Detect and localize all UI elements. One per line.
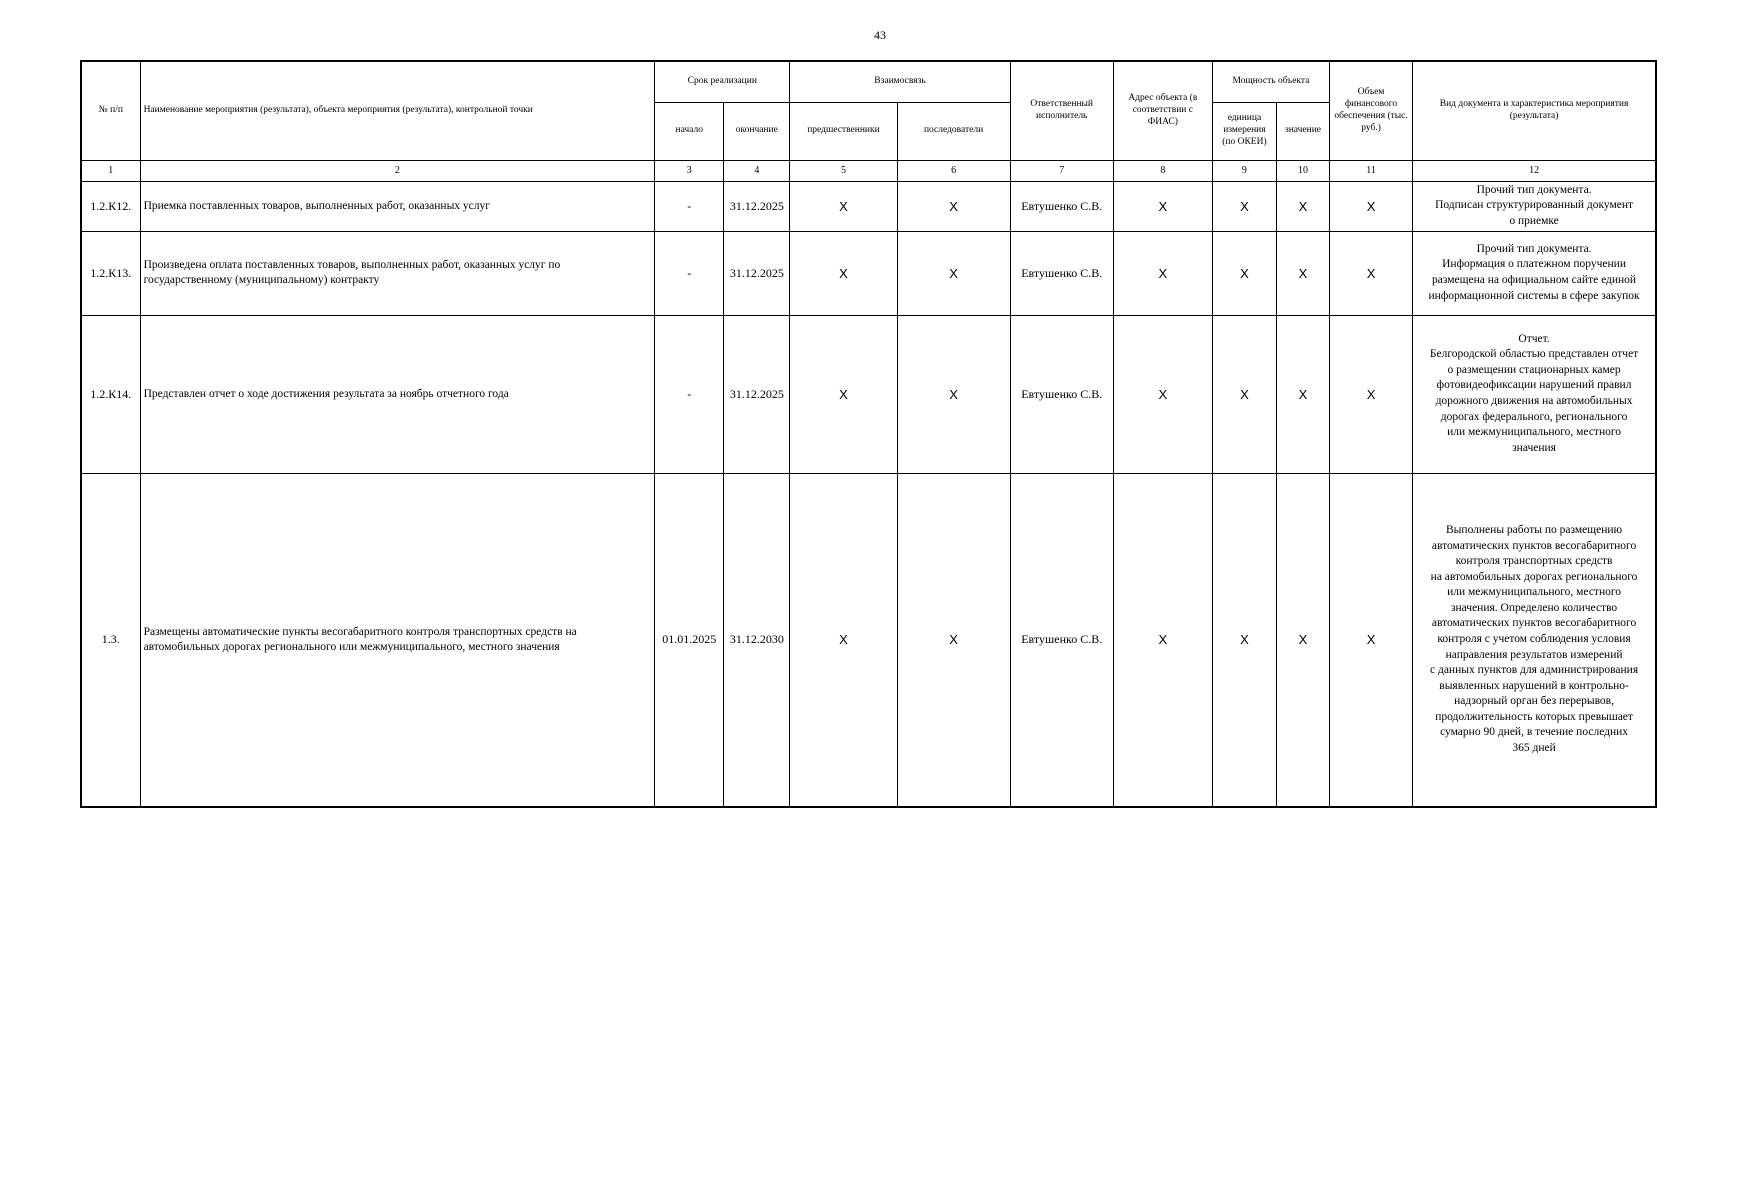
column-number: 11	[1330, 160, 1413, 181]
row-end: 31.12.2025	[724, 315, 790, 473]
column-number: 2	[140, 160, 655, 181]
column-number: 12	[1413, 160, 1656, 181]
header-relation-prev: предшественники	[790, 102, 897, 160]
description-line: размещена на официальном сайте единой	[1432, 274, 1637, 286]
page-number: 43	[874, 28, 886, 42]
row-next: X	[897, 315, 1010, 473]
column-number-row	[81, 160, 1656, 181]
description-line: Информация о платежном поручении	[1442, 258, 1626, 271]
row-num: 1.2.К13.	[81, 231, 140, 315]
row-value: X	[1276, 473, 1329, 807]
header-name: Наименование мероприятия (результата), объекта мероприятия (результата), контрольной точки	[140, 61, 655, 160]
description-line: о размещении стационарных камер	[1447, 363, 1621, 376]
description-line: дорожного движения на автомобильных	[1435, 395, 1633, 407]
description-line: Выполнены работы по размещению	[1446, 524, 1623, 537]
header-address: Адрес объекта (в соответствии с ФИАС)	[1113, 61, 1212, 160]
row-unit: X	[1212, 231, 1276, 315]
row-end: 31.12.2030	[724, 473, 790, 807]
row-responsible: Евтушенко С.В.	[1010, 473, 1113, 807]
row-next: X	[897, 473, 1010, 807]
row-name: Размещены автоматические пункты весогабаритного контроля транспортных средств на автомобильных дорогах регионального или межмуниципального, местного значения	[140, 473, 655, 807]
description-line: информационной системы в сфере закупок	[1428, 289, 1640, 302]
row-responsible: Евтушенко С.В.	[1010, 181, 1113, 231]
description-line: Прочий тип документа.	[1476, 242, 1592, 255]
row-funding: X	[1330, 231, 1413, 315]
description-line: автоматических пунктов весогабаритного	[1431, 539, 1637, 552]
description-line: продолжительность которых превышает	[1435, 710, 1633, 723]
header-row-1	[81, 61, 1656, 102]
description-line: выявленных нарушений в контрольно-	[1439, 679, 1629, 692]
row-prev: X	[790, 231, 897, 315]
row-value: X	[1276, 315, 1329, 473]
column-number: 1	[81, 160, 140, 181]
header-period-start: начало	[655, 102, 724, 160]
row-name: Представлен отчет о ходе достижения результата за ноябрь отчетного года	[140, 315, 655, 473]
column-number: 3	[655, 160, 724, 181]
row-funding: X	[1330, 181, 1413, 231]
description-line: фотовидеофиксации нарушений правил	[1436, 379, 1632, 392]
row-description	[1413, 181, 1656, 231]
row-address: X	[1113, 473, 1212, 807]
row-description	[1413, 315, 1656, 473]
description-line: дорогах федерального, регионального	[1440, 410, 1628, 423]
header-relation: Взаимосвязь	[790, 61, 1010, 102]
description-line: сумарно 90 дней, в течение последних	[1440, 726, 1629, 739]
table-row	[81, 231, 1656, 315]
column-number: 5	[790, 160, 897, 181]
description-line: о приемке	[1509, 214, 1559, 227]
description-line: 365 дней	[1512, 741, 1556, 754]
column-number: 4	[724, 160, 790, 181]
header-capacity: Мощность объекта	[1212, 61, 1329, 102]
row-address: X	[1113, 231, 1212, 315]
row-address: X	[1113, 181, 1212, 231]
column-number: 8	[1113, 160, 1212, 181]
row-start: 01.01.2025	[655, 473, 724, 807]
column-number: 7	[1010, 160, 1113, 181]
header-period-end: окончание	[724, 102, 790, 160]
table-row	[81, 181, 1656, 231]
description-line: Прочий тип документа.	[1476, 183, 1592, 196]
row-prev: X	[790, 315, 897, 473]
row-start: -	[655, 315, 724, 473]
row-description	[1413, 473, 1656, 807]
header-period: Срок реализации	[655, 61, 790, 102]
row-unit: X	[1212, 315, 1276, 473]
row-value: X	[1276, 181, 1329, 231]
row-num: 1.3.	[81, 473, 140, 807]
row-num: 1.2.К14.	[81, 315, 140, 473]
table-row	[81, 473, 1656, 807]
description-line: автоматических пунктов весогабаритного	[1431, 617, 1637, 630]
header-doc-type: Вид документа и характеристика мероприятия (результата)	[1413, 61, 1656, 160]
row-prev: X	[790, 473, 897, 807]
row-end: 31.12.2025	[724, 181, 790, 231]
header-responsible: Ответственный исполнитель	[1010, 61, 1113, 160]
description-line: или межмуниципального, местного	[1447, 426, 1622, 439]
activity-plan-table	[80, 60, 1657, 808]
row-prev: X	[790, 181, 897, 231]
description-line: на автомобильных дорогах регионального	[1430, 570, 1638, 583]
table-row	[81, 315, 1656, 473]
description-line: Подписан структурированный документ	[1435, 199, 1634, 212]
row-start: -	[655, 181, 724, 231]
description-line: направления результатов измерений	[1445, 648, 1623, 661]
column-number: 6	[897, 160, 1010, 181]
description-line: или межмуниципального, местного	[1447, 586, 1622, 599]
description-line: надзорный орган без перерывов,	[1454, 695, 1614, 708]
header-relation-next: последователи	[897, 102, 1010, 160]
row-next: X	[897, 181, 1010, 231]
row-next: X	[897, 231, 1010, 315]
row-responsible: Евтушенко С.В.	[1010, 231, 1113, 315]
row-responsible: Евтушенко С.В.	[1010, 315, 1113, 473]
row-funding: X	[1330, 473, 1413, 807]
row-name: Приемка поставленных товаров, выполненных работ, оказанных услуг	[140, 181, 655, 231]
description-line: Белгородской областью представлен отчет	[1429, 348, 1639, 361]
description-line: с данных пунктов для администрирования	[1430, 664, 1639, 677]
row-unit: X	[1212, 473, 1276, 807]
header-num: № п/п	[81, 61, 140, 160]
description-line: контроля с учетом соблюдения условия	[1437, 632, 1631, 645]
description-line: значения. Определено количество	[1450, 601, 1618, 614]
row-name: Произведена оплата поставленных товаров, выполненных работ, оказанных услуг по государственному (муниципальному) контракту	[140, 231, 655, 315]
description-line: контроля транспортных средств	[1455, 555, 1613, 568]
header-capacity-unit: единица измерения (по ОКЕИ)	[1212, 102, 1276, 160]
row-value: X	[1276, 231, 1329, 315]
row-description	[1413, 231, 1656, 315]
header-capacity-value: значение	[1276, 102, 1329, 160]
row-address: X	[1113, 315, 1212, 473]
row-end: 31.12.2025	[724, 231, 790, 315]
header-funding: Объем финансового обеспечения (тыс. руб.)	[1330, 61, 1413, 160]
description-line: значения	[1512, 441, 1556, 454]
description-line: Отчет.	[1518, 332, 1550, 345]
column-number: 10	[1276, 160, 1329, 181]
row-funding: X	[1330, 315, 1413, 473]
row-unit: X	[1212, 181, 1276, 231]
column-number: 9	[1212, 160, 1276, 181]
row-start: -	[655, 231, 724, 315]
row-num: 1.2.К12.	[81, 181, 140, 231]
